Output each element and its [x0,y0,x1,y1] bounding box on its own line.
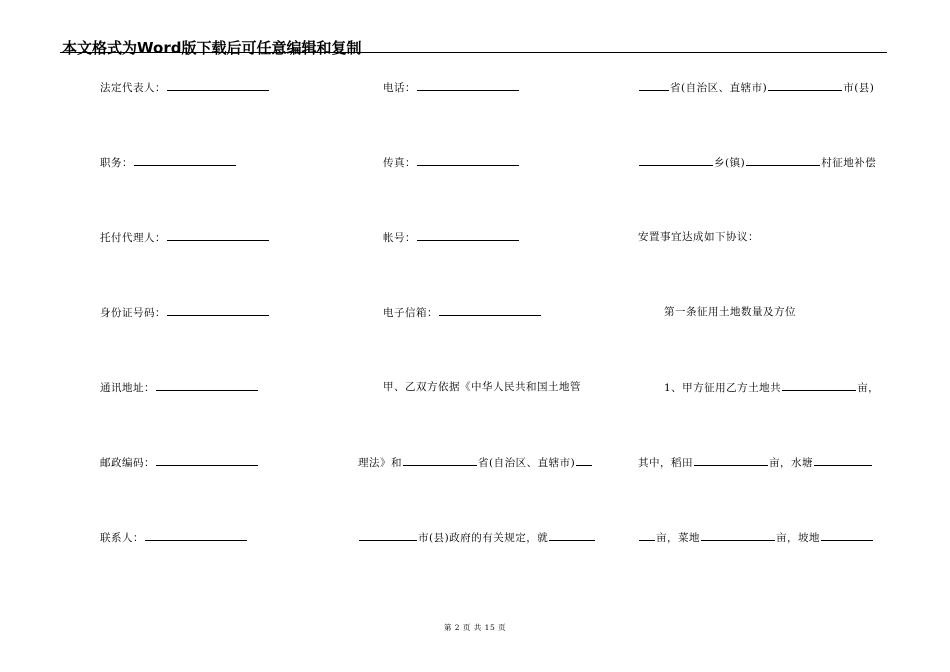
town-label: 乡(镇) [714,157,746,169]
detail-d: 亩，坡地 [776,532,820,544]
position-line [100,154,237,170]
address-line [100,379,259,395]
detail2-line [638,529,874,545]
id-number-line [100,304,270,320]
legal-rep-label: 法定代表人： [100,82,166,94]
detail-a: 其中，稻田 [638,457,693,469]
town-blank [639,154,713,166]
pond-blank [814,454,872,466]
item1-b: 亩， [857,382,880,394]
law-intro-line: 甲、乙双方依据《中华人民共和国土地管 [383,381,581,393]
prov-label: 省(自治区、直辖市) [670,82,768,94]
village-label: 村征地补偿 [821,157,877,169]
prov-line [638,79,874,95]
fax-label: 传真： [383,157,416,169]
contact-blank [145,529,247,541]
address-blank [156,379,258,391]
phone-line [383,79,520,95]
paddy-blank [694,454,768,466]
slope-blank [821,529,873,541]
item1-line [664,379,879,395]
agent-label: 托付代理人： [100,232,166,244]
phone-blank [417,79,519,91]
contact-label: 联系人： [100,532,144,544]
total-area-blank [782,379,856,391]
legal-rep-blank [167,79,269,91]
detail-c: 亩，菜地 [656,532,700,544]
contact-line [100,529,248,545]
province-blank [403,454,477,466]
agent-line [100,229,270,245]
vegetable-blank [701,529,775,541]
fax-blank [417,154,519,166]
law-cont-line [358,454,593,470]
town-line [638,154,876,170]
id-number-blank [167,304,269,316]
city-blank [359,529,417,541]
legal-rep-line [100,79,270,95]
agreement-line: 安置事宜达成如下协议： [638,231,759,243]
address-label: 通讯地址： [100,382,155,394]
id-number-label: 身份证号码： [100,307,166,319]
law-cont-b: 省(自治区、直辖市) [478,457,576,469]
position-blank [134,154,236,166]
fax-line [383,154,520,170]
postcode-blank [156,454,258,466]
article1-heading: 第一条征用土地数量及方位 [664,306,796,318]
postcode-label: 邮政编码： [100,457,155,469]
law-cont-tail-blank [576,454,592,466]
city-label: 市(县) [843,82,875,94]
postcode-line [100,454,259,470]
law-cont-a: 理法》和 [358,457,402,469]
gov-a: 市(县)政府的有关规定，就 [418,532,549,544]
detail1-line [638,454,873,470]
prov-blank [639,79,669,91]
agent-blank [167,229,269,241]
email-label: 电子信箱： [383,307,438,319]
header-rule [60,52,887,53]
gov-tail-blank [549,529,595,541]
document-header: 本文格式为Word版下载后可任意编辑和复制 [62,39,362,57]
item1-a: 1、甲方征用乙方土地共 [664,382,782,394]
detail-b: 亩，水塘 [769,457,813,469]
position-label: 职务： [100,157,133,169]
phone-label: 电话： [383,82,416,94]
village-blank [746,154,820,166]
email-line [383,304,542,320]
email-blank [439,304,541,316]
city3-blank [768,79,842,91]
account-line [383,229,520,245]
page-number: 第 2 页 共 15 页 [443,623,507,632]
gov-line [358,529,596,545]
account-label: 帐号： [383,232,416,244]
account-blank [417,229,519,241]
pond-tail-blank [639,529,655,541]
